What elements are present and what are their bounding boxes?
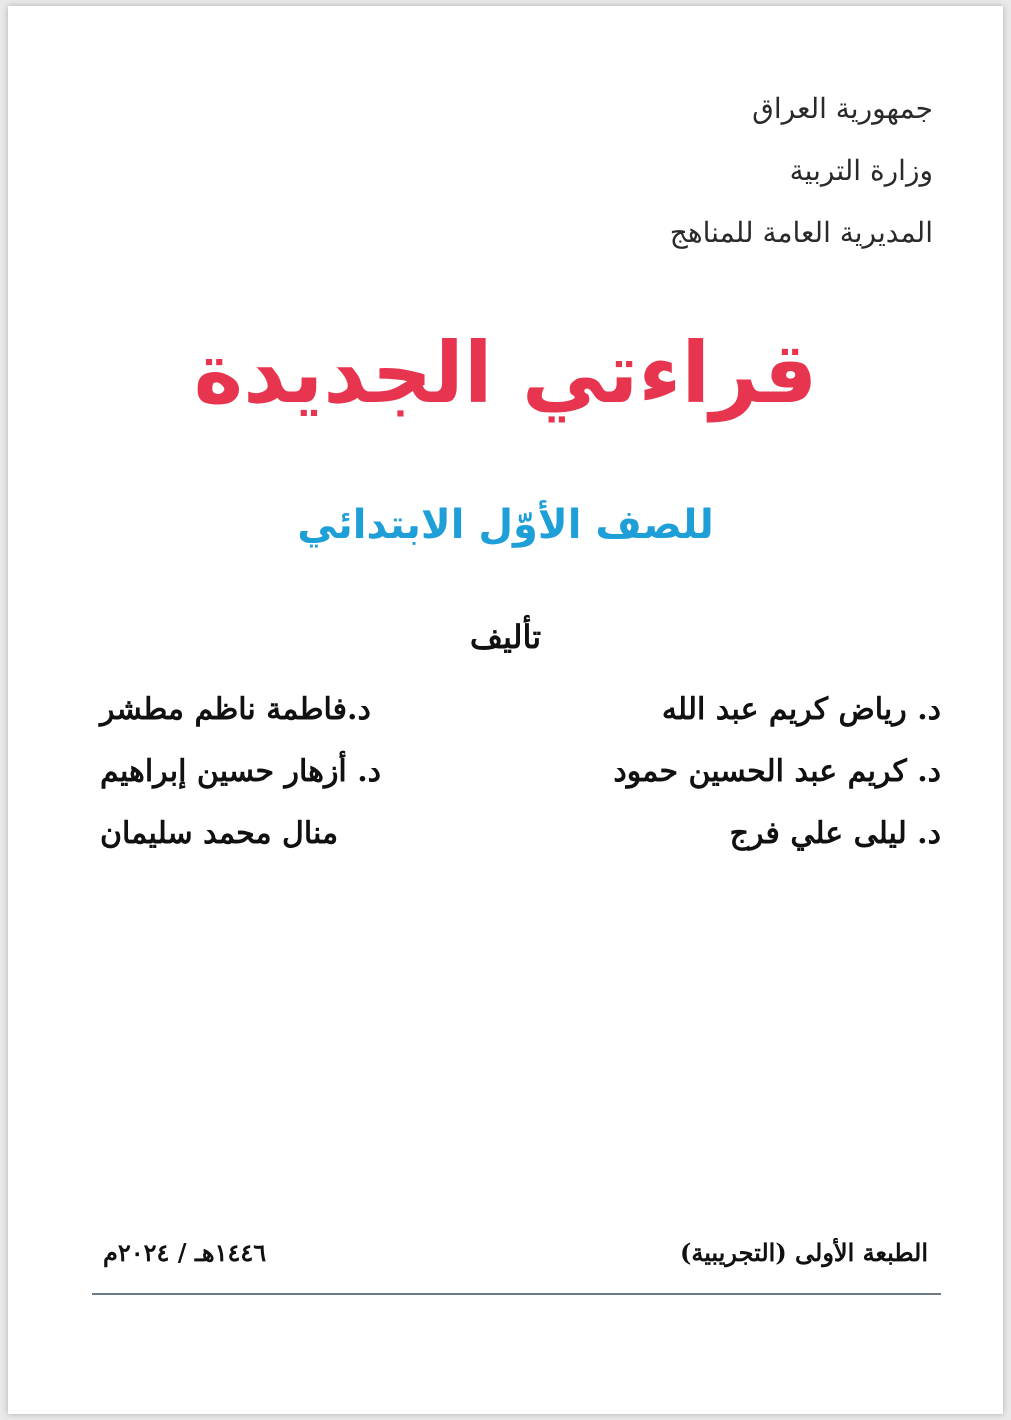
book-title: قراءتي الجديدة: [193, 324, 818, 422]
author-name: د. رياض كريم عبد الله: [661, 691, 941, 727]
publication-date: ١٤٤٦هـ / ٢٠٢٤م: [103, 1238, 267, 1267]
authors-list: [100, 678, 941, 864]
author-row: [100, 678, 941, 740]
directorate-line: المديرية العامة للمناهج: [669, 216, 933, 249]
author-row: [100, 802, 941, 864]
book-subtitle: للصف الأوّل الابتدائي: [297, 502, 714, 548]
author-name: منال محمد سليمان: [100, 815, 339, 851]
publication-footer: [103, 1238, 928, 1267]
ministry-line: وزارة التربية: [789, 154, 933, 187]
author-name: د. ليلى علي فرج: [729, 815, 941, 851]
authored-label: تأليف: [469, 618, 542, 656]
book-cover-page: [8, 6, 1003, 1414]
author-name: د.فاطمة ناظم مطشر: [100, 691, 371, 727]
author-name: د. أزهار حسين إبراهيم: [100, 753, 382, 789]
country-line: جمهورية العراق: [752, 92, 933, 125]
author-row: [100, 740, 941, 802]
edition-label: الطبعة الأولى (التجريبية): [679, 1238, 928, 1267]
author-name: د. كريم عبد الحسين حمود: [613, 753, 941, 789]
footer-divider: [92, 1293, 941, 1295]
issuing-authority: [670, 78, 933, 264]
